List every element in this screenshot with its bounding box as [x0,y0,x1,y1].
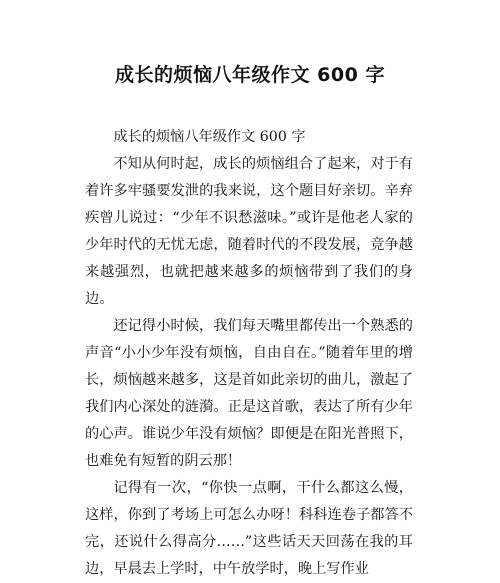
body-paragraph: 还记得小时候，我们每天嘴里都传出一个熟悉的声音“小小少年没有烦恼，自由自在。”随着年里的增长，烦恼越来越多，这是首如此亲切的曲儿，激起了我们内心深处的涟漪。正是这首歌，表达了所有少年的心声。谁说少年没有烦恼？即便是在阳光普照下，也难免有短暂的阴云那！ [85,318,413,469]
body-paragraph: 成长的烦恼八年级作文 600 字 [113,129,306,145]
document-body [85,124,413,583]
document-title: 成长的烦恼八年级作文 600 字 [115,64,385,86]
body-paragraph: 记得有一次，“你快一点啊，干什么都这么慢，这样，你到了考场上可怎么办呀！科科连卷子都答不完，还说什么得高分……”这些话天天回荡在我的耳边，早晨去上学时，中午放学时，晚上写作业 [85,480,413,577]
body-paragraph: 不知从何时起，成长的烦恼组合了起来，对于有着许多牢骚要发泄的我来说，这个题目好亲切。辛弃疾曾儿说过：“少年不识愁滋味。”或许是他老人家的少年时代的无忧无虑，随着时代的不段发展，竞争越来越强烈，也就把越来越多的烦恼带到了我们的身边。 [85,156,413,307]
